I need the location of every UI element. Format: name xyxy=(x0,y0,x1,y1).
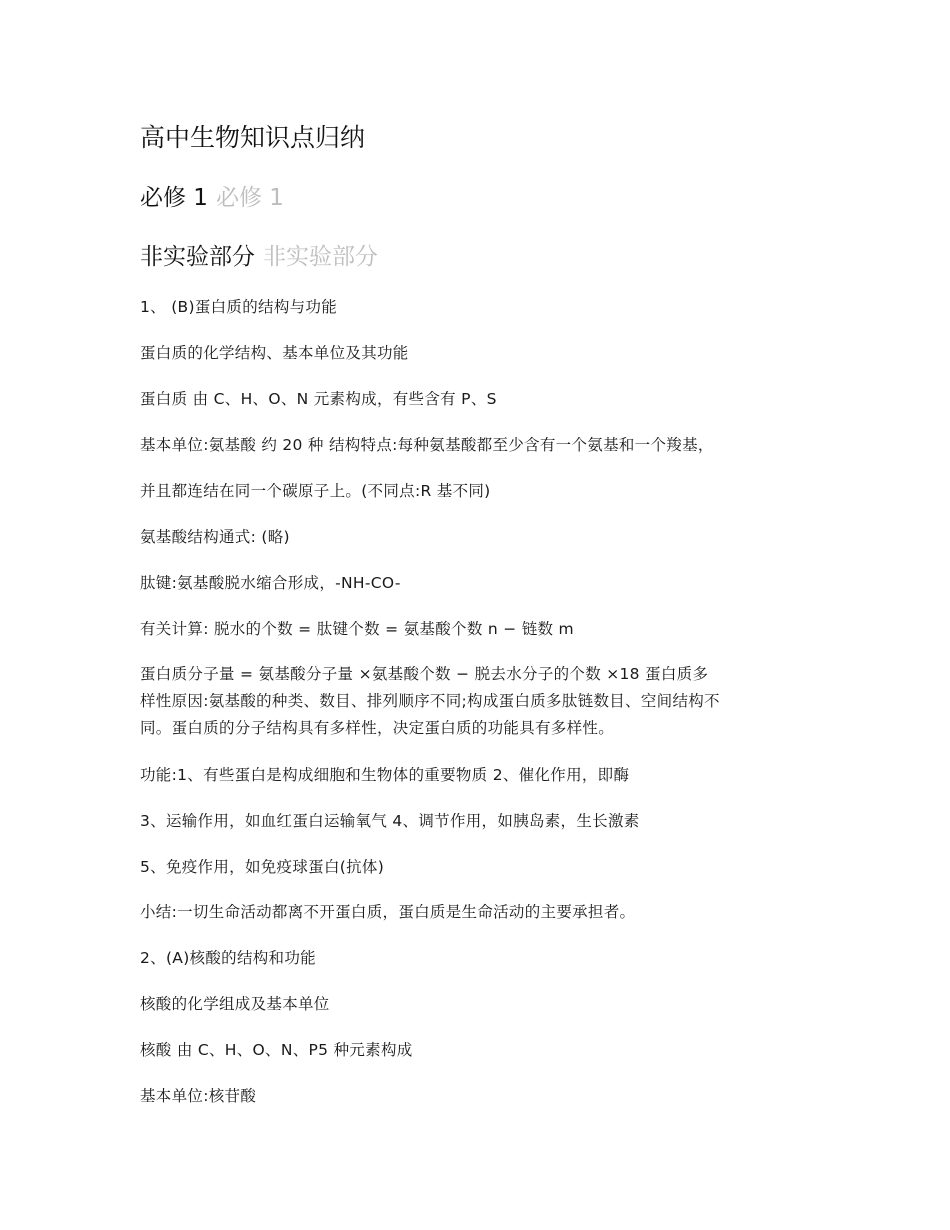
text-line: 基本单位:核苷酸 xyxy=(140,1087,257,1105)
heading-ghost-text: 必修 1 xyxy=(215,185,284,211)
text-line: 基本单位:氨基酸 约 20 种 结构特点:每种氨基酸都至少含有一个氨基和一个羧基， xyxy=(140,436,714,454)
text-line: 并且都连结在同一个碳原子上。(不同点:R 基不同) xyxy=(140,482,491,500)
text-line: 功能:1、有些蛋白是构成细胞和生物体的重要物质 2、催化作用，即酶 xyxy=(140,766,630,784)
section-heading-required-1 xyxy=(140,182,284,214)
text-paragraph xyxy=(140,661,820,742)
text-line: 蛋白质的化学结构、基本单位及其功能 xyxy=(140,344,409,362)
paragraph-line: 同。蛋白质的分子结构具有多样性，决定蛋白质的功能具有多样性。 xyxy=(140,719,615,737)
document-title: 高中生物知识点归纳 xyxy=(140,123,366,152)
text-line: 1、 (B)蛋白质的结构与功能 xyxy=(140,298,338,316)
paragraph-line: 样性原因:氨基酸的种类、数目、排列顺序不同;构成蛋白质多肽链数目、空间结构不 xyxy=(140,692,720,710)
heading-ghost-text: 非实验部分 xyxy=(263,244,378,270)
text-line: 3、运输作用，如血红蛋白运输氧气 4、调节作用，如胰岛素，生长激素 xyxy=(140,812,640,830)
heading-text: 非实验部分 xyxy=(140,244,255,270)
text-line: 核酸 由 C、H、O、N、P5 种元素构成 xyxy=(140,1041,413,1059)
text-line: 核酸的化学组成及基本单位 xyxy=(140,995,330,1013)
text-line: 氨基酸结构通式: (略) xyxy=(140,528,290,546)
heading-text: 必修 1 xyxy=(140,185,208,211)
text-line: 有关计算: 脱水的个数 = 肽键个数 = 氨基酸个数 n − 链数 m xyxy=(140,620,574,638)
text-line: 2、(A)核酸的结构和功能 xyxy=(140,949,316,967)
text-line: 蛋白质 由 C、H、O、N 元素构成，有些含有 P、S xyxy=(140,390,497,408)
text-line: 小结:一切生命活动都离不开蛋白质，蛋白质是生命活动的主要承担者。 xyxy=(140,903,636,921)
section-heading-non-experimental xyxy=(140,241,378,273)
text-line: 5、免疫作用，如免疫球蛋白(抗体) xyxy=(140,858,385,876)
paragraph-line: 蛋白质分子量 = 氨基酸分子量 ×氨基酸个数 − 脱去水分子的个数 ×18 蛋白质多 xyxy=(140,665,709,683)
text-line: 肽键:氨基酸脱水缩合形成，-NH-CO- xyxy=(140,574,401,592)
